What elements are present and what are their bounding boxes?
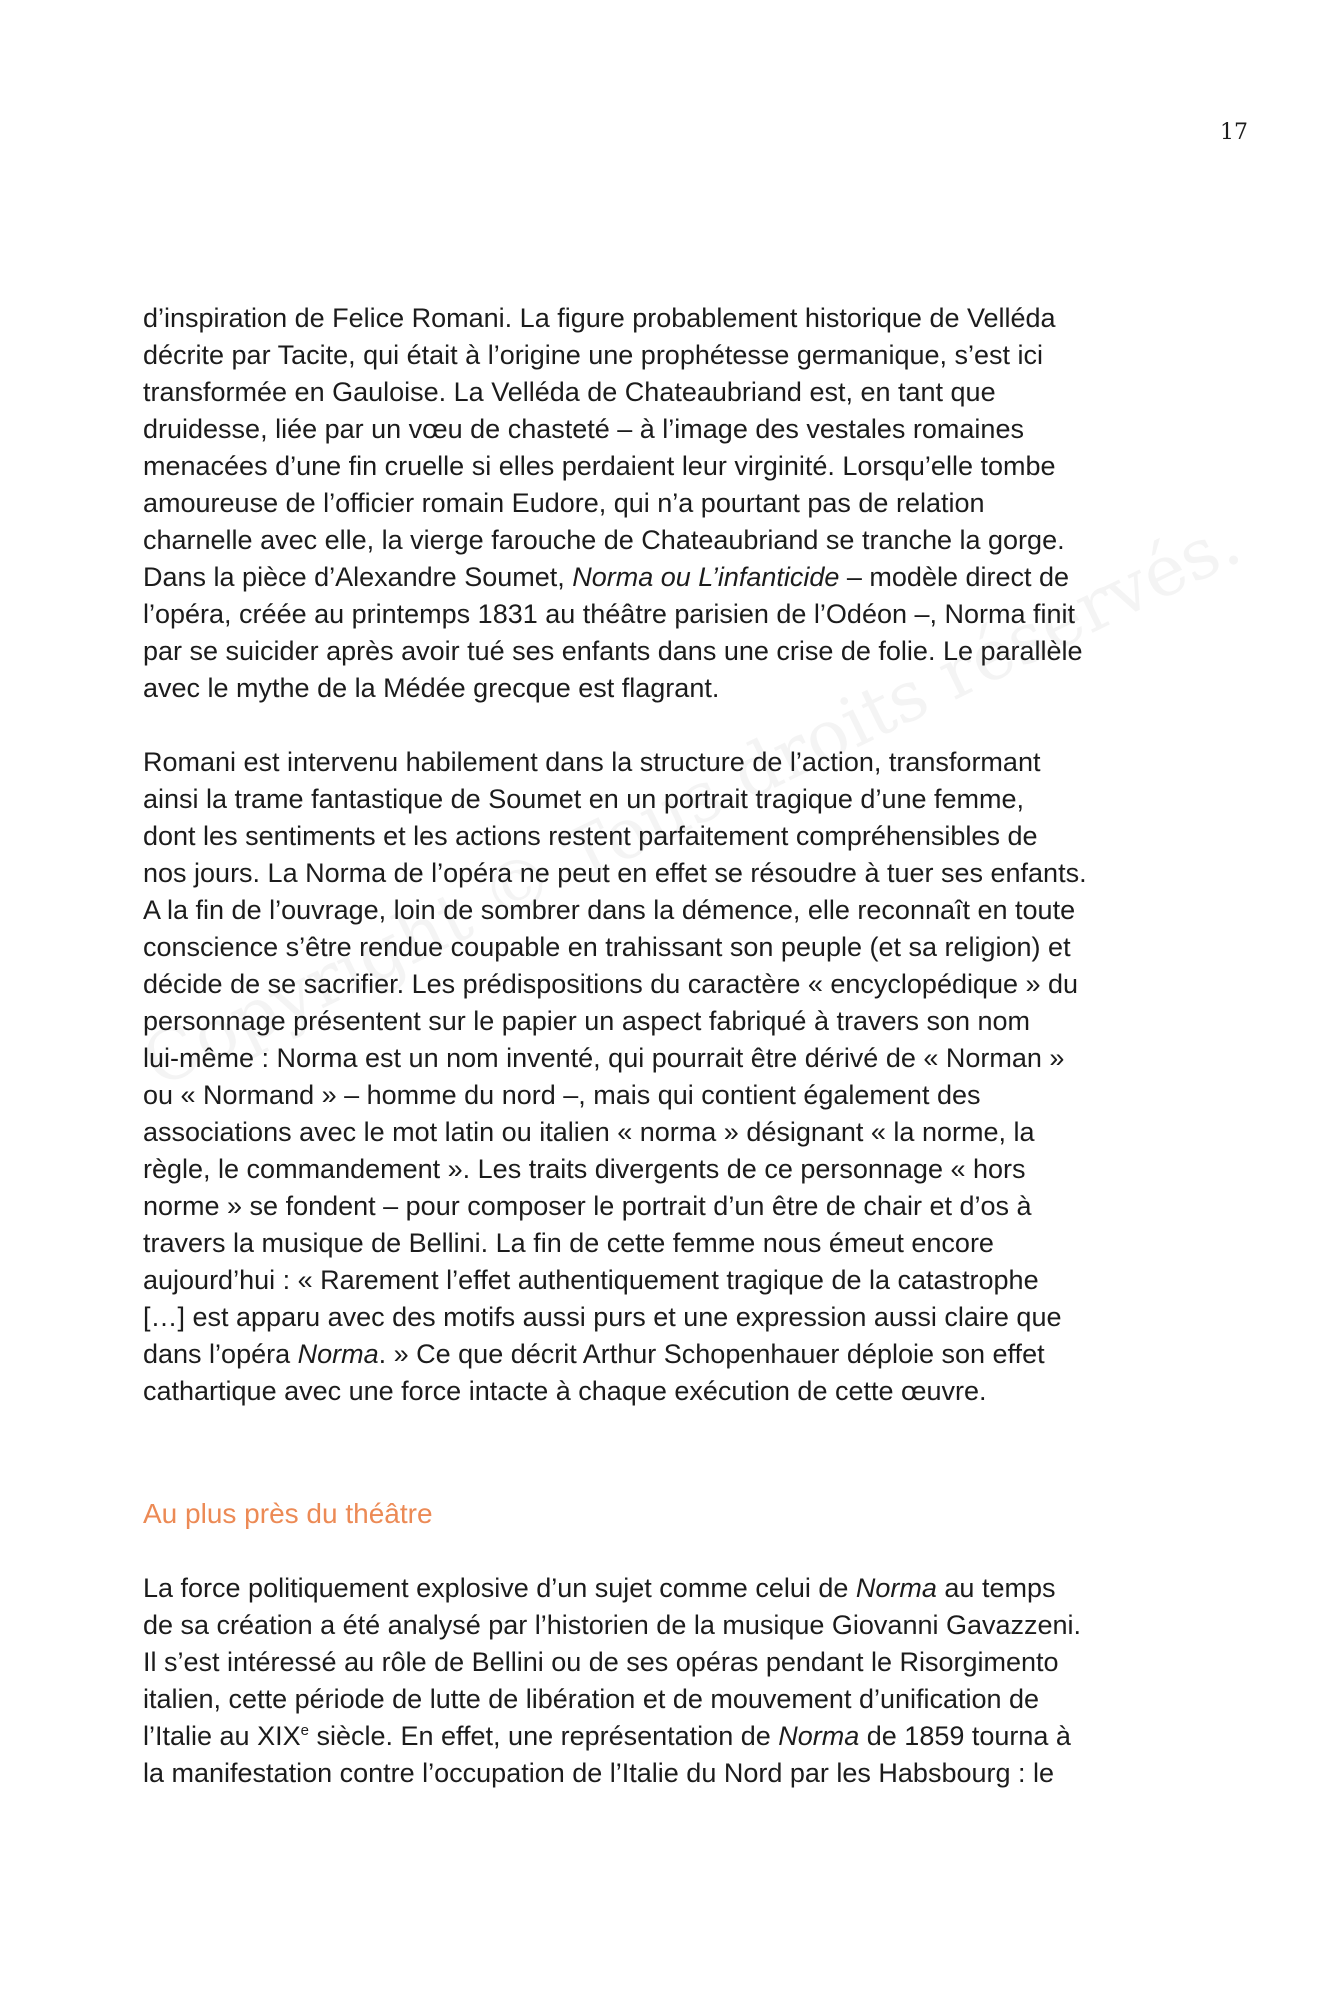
italic-title: Norma (297, 1339, 379, 1369)
article-body (143, 300, 1223, 1792)
paragraph-politics: La force politiquement explosive d’un sujet comme celui de Norma au temps de sa création a été analysé par l’historien de la musique Giovanni Gavazzeni. Il s’est intéressé au rôle de Bellini ou de ses opéras pendant le Risorgimento italien, cette période de lutte de libération et de mouvement d’unification de l’Italie au XIXe siècle. En effet, une représentation de Norma de 1859 tourna à la manifestation contre l’occupation de l’Italie du Nord par les Habsbourg : le (143, 1573, 1082, 1788)
page-number: 17 (1220, 120, 1248, 145)
italic-title: Norma ou L’infanticide (572, 562, 840, 592)
superscript-e: e (300, 1722, 309, 1739)
italic-title: Norma (778, 1721, 860, 1751)
paragraph-velleda: d’inspiration de Felice Romani. La figure probablement historique de Velléda décrite par Tacite, qui était à l’origine une prophétesse germanique, s’est ici transformée en Gauloise. La Velléda de Chateaubriand est, en tant que druidesse, liée par un vœu de chasteté – à l’image des vestales romaines menacées d’une fin cruelle si elles perdaient leur virginité. Lorsqu’elle tombe amoureuse de l’officier romain Eudore, qui n’a pourtant pas de relation charnelle avec elle, la vierge farouche de Chateaubriand se tranche la gorge. Dans la pièce d’Alexandre Soumet, Norma ou L’infanticide – modèle direct de l’opéra, créée au printemps 1831 au théâtre parisien de l’Odéon –, Norma finit par se suicider après avoir tué ses enfants dans une crise de folie. Le parallèle avec le mythe de la Médée grecque est flagrant. (143, 303, 1083, 703)
italic-title: Norma (855, 1573, 937, 1603)
section-heading: Au plus près du théâtre (143, 1498, 433, 1529)
paragraph-romani: Romani est intervenu habilement dans la structure de l’action, transformant ainsi la trame fantastique de Soumet en un portrait tragique d’une femme, dont les sentiments et les actions restent parfaitement compréhensibles de nos jours. La Norma de l’opéra ne peut en effet se résoudre à tuer ses enfants. A la fin de l’ouvrage, loin de sombrer dans la démence, elle reconnaît en toute conscience s’être rendue coupable en trahissant son peuple (et sa religion) et décide de se sacrifier. Les prédispositions du caractère « encyclopédique » du personnage présentent sur le papier un aspect fabriqué à travers son nom lui-même : Norma est un nom inventé, qui pourrait être dérivé de « Norman » ou « Normand » – homme du nord –, mais qui contient également des associations avec le mot latin ou italien « norma » désignant « la norme, la règle, le commandement ». Les traits divergents de ce personnage « hors norme » se fondent – pour composer le portrait d’un être de chair et d’os à travers la musique de Bellini. La fin de cette femme nous émeut encore aujourd’hui : « Rarement l’effet authentiquement tragique de la catastrophe […] est apparu avec des motifs aussi purs et une expression aussi claire que dans l’opéra Norma. » Ce que décrit Arthur Schopenhauer déploie son effet cathartique avec une force intacte à chaque exécution de cette œuvre. (143, 747, 1087, 1406)
